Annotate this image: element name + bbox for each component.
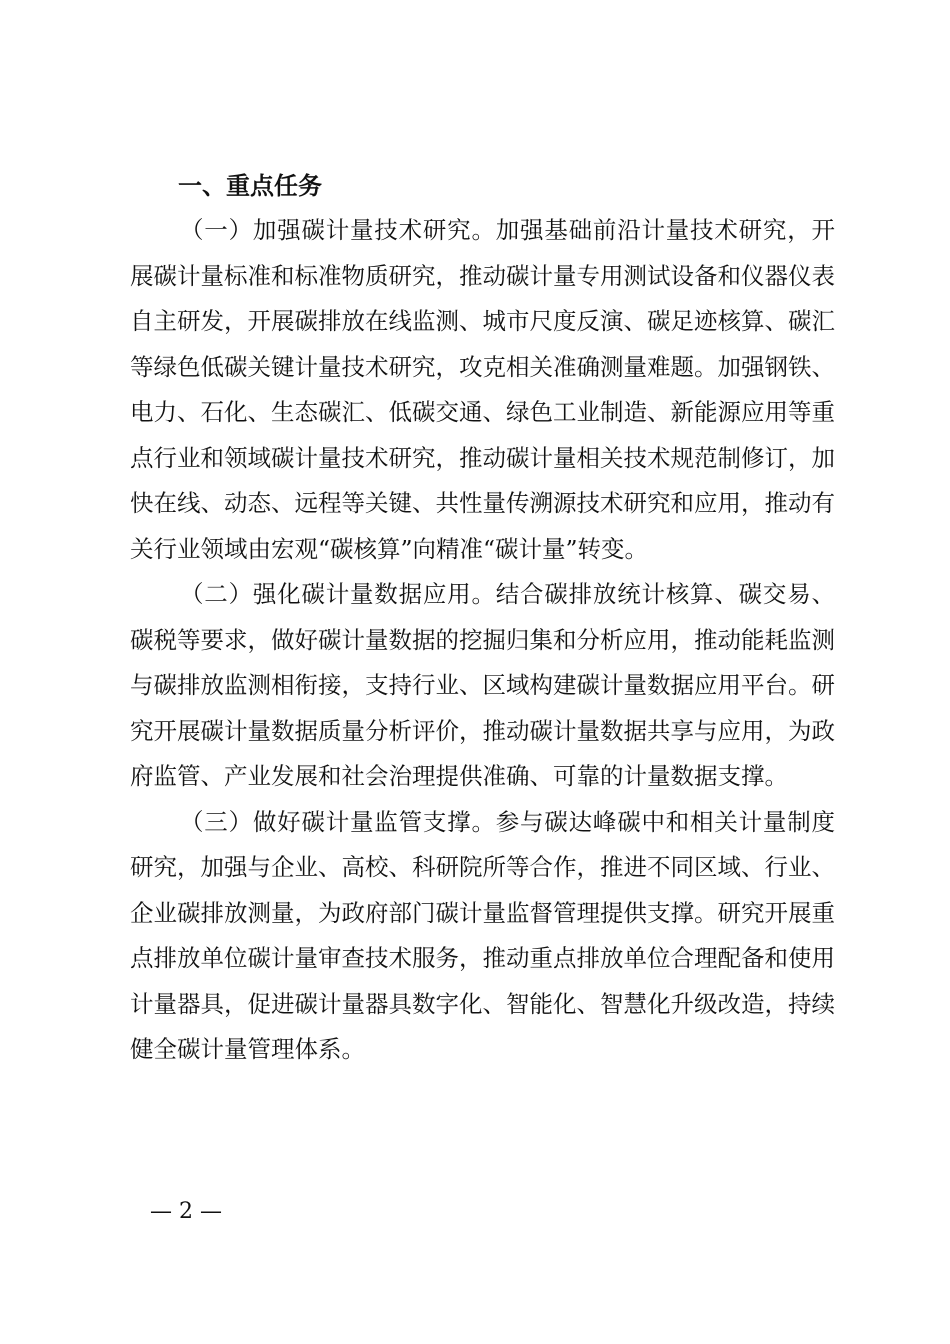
page-number: — 2 — <box>150 1199 222 1224</box>
paragraph-3-title: （三）做好碳计量监管支撑。 <box>180 807 496 836</box>
paragraph-1-body: 加强基础前沿计量技术研究，开展碳计量标准和标准物质研究，推动碳计量专用测试设备和仪器仪表自主研发，开展碳排放在线监测、城市尺度反演、碳足迹核算、碳汇等绿色低碳关键计量技术研究，攻克相关准确测量难题。加强钢铁、电力、石化、生态碳汇、低碳交通、绿色工业制造、新能源应用等重点行业和领域碳计量技术研究，推动碳计量相关技术规范制修订，加快在线、动态、远程等关键、共性量传溯源技术研究和应用，推动有关行业领域由宏观“碳核算”向精准“碳计量”转变。 <box>130 216 835 563</box>
paragraph-1 <box>130 208 835 572</box>
paragraph-2-title: （二）强化碳计量数据应用。 <box>180 580 496 608</box>
paragraph-2-body: 结合碳排放统计核算、碳交易、碳税等要求，做好碳计量数据的挖掘归集和分析应用，推动能耗监测与碳排放监测相衔接，支持行业、区域构建碳计量数据应用平台。研究开展碳计量数据质量分析评价，推动碳计量数据共享与应用，为政府监管、产业发展和社会治理提供准确、可靠的计量数据支撑。 <box>130 580 835 790</box>
paragraph-3 <box>130 800 835 1073</box>
paragraph-2 <box>130 572 835 800</box>
section-heading: 一、重点任务 <box>178 172 322 200</box>
body-text <box>130 165 835 1073</box>
paragraph-1-title: （一）加强碳计量技术研究。 <box>180 216 496 244</box>
paragraph-3-body: 参与碳达峰碳中和相关计量制度研究，加强与企业、高校、科研院所等合作，推进不同区域、行业、企业碳排放测量，为政府部门碳计量监督管理提供支撑。研究开展重点排放单位碳计量审查技术服务，推动重点排放单位合理配备和使用计量器具，促进碳计量器具数字化、智能化、智慧化升级改造，持续健全碳计量管理体系。 <box>130 807 835 1063</box>
